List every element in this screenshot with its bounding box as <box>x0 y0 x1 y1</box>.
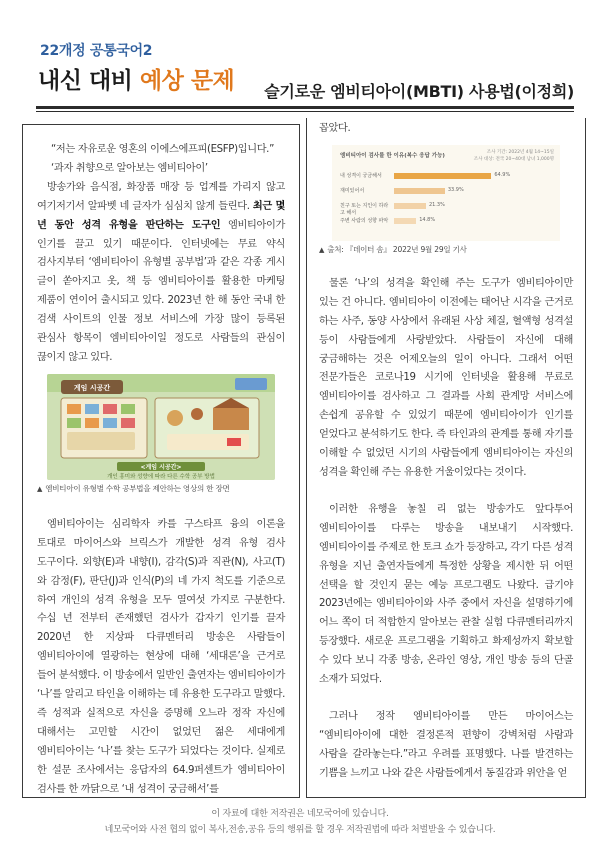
chart-caption-text: 출처: 『데이터 솜』 2022년 9월 29일 기사 <box>327 244 467 254</box>
chart-value-label: 21.3% <box>428 201 445 208</box>
chart-value-label: 33.9% <box>447 186 464 193</box>
photo-caption-text: 엠비티아이 유형별 수학 공부법을 제안하는 영상의 한 장면 <box>45 483 230 493</box>
paragraph-intro-b: 엠비티아이가 인기를 끌고 있기 때문이다. 인터넷에는 무료 약식 검사지부터 ‘엠비티아이 유형별 공부법’과 같은 각종 게시 글이 쏟아지고 옷, 책 등 엠비티아이를 활용한 마케팅 제품이 연이어 출시되고 있다. 2023년 한 해 동안 국내 한 검색 사이트의 인물 정보 서비스에 가장 많이 등록된 관심사 항목이 엠비티아이일 정도로 사람들의 관심이 끊이지 않고 있다. <box>37 219 285 363</box>
chart-value-label: 14.8% <box>419 216 436 223</box>
paragraph-mbti-definition: 엠비티아이는 심리학자 카를 구스타프 융의 이론을 토대로 마이어스와 브릭스가 개발한 성격 유형 검사 도구이다. 외향(E)과 내향(I), 감각(S)과 직관(N), 사고(T)와 감정(F), 판단(J)과 인식(P)의 네 가지 척도를 기준으로 하여 개인의 성격 유형을 모두 열여섯 가지로 구분한다. 수십 년 전부터 존재했던 검사가 갑자기 인기를 끌자 2020년 한 지상파 다큐멘터리 방송은 사람들이 엠비티아이에 열광하는 현상에 대해 ‘세대론’을 근거로 들어 분석했다. 이 방송에서 일반인 출연자는 엠비티아이가 ‘나’를 알리고 타인을 이해하는 데 유용한 도구라고 말했다. 즉 성적과 실적으로 자신을 증명해 오느라 정작 자신에 대해서는 고민할 시간이 없었던 젊은 세대에게 엠비티아이는 ‘나’를 찾는 도구가 되었다는 것이다. 실제로 한 설문 조사에서는 응답자의 64.9퍼센트가 엠비티아이 검사를 한 까닭으로 ‘내 성격이 궁금해서’를 <box>37 518 286 795</box>
chart-bar <box>394 203 426 209</box>
copyright-line-2: 네모국어와 사전 협의 없이 복사,전송,공유 등의 행위를 할 경우 저작권법에 따라 처벌받을 수 있습니다. <box>104 825 496 835</box>
paragraph-continued: 꼽았다. <box>319 123 351 134</box>
mbti-study-video-image <box>47 374 275 480</box>
paragraph-myers-concern: 그러나 정작 엠비티아이를 만든 마이어스는 “엠비티아이에 대한 결정론적 편향이 강벽처럼 사람과 사람을 갈라놓는다.”라고 우려를 표명했다. 나를 발견하는 기쁨을 느끼고 나와 같은 사람들에게서 동질감과 위안을 얻 <box>319 710 573 779</box>
photo-banner: 개인 흥미와 성향에 따라 다른 수학 공부 방법 <box>107 473 215 480</box>
copyright-line-1: 이 자료에 대한 저작권은 네모국어에 있습니다. <box>211 809 389 819</box>
chart-category-label: 주변 사람의 성향 파악 <box>340 217 389 224</box>
caption-triangle-icon: ▲ <box>37 484 43 493</box>
mbti-reason-chart <box>332 145 560 241</box>
chart-category-label: 재미있어서 <box>340 187 365 194</box>
chart-bar <box>394 218 416 224</box>
course-subtitle: 22개정 공통국어2 <box>40 43 153 59</box>
paragraph-intro-a: 방송가와 음식점, 화장품 매장 등 업계를 가리지 않고 여기저기서 알파벳 네 글자가 심심치 않게 들린다. <box>37 181 285 212</box>
photo-subtitle: <게임 시공간> <box>140 463 182 471</box>
quote-snack: ‘과자 취향으로 알아보는 엠비티아이’ <box>51 162 208 174</box>
header-divider-thin <box>36 111 574 112</box>
game-scene-illustration <box>47 374 275 480</box>
paragraph-broadcast: 이러한 유행을 놓칠 리 없는 방송가도 앞다투어 엠비티아이를 다루는 방송을 내보내기 시작했다. 엠비티아이를 주제로 한 토크 쇼가 등장하고, 각기 다른 성격 유형을 지닌 출연자들에게 특정한 상황을 제시한 뒤 어떤 선택을 할 것인지 묻는 예능 프로그램도 나왔다. 급기야 2023년에는 엠비티아이와 사주 중에서 자신을 설명하기에 어느 쪽이 더 적합한지 알아보는 관찰 실험 다큐멘터리까지 등장했다. 새로운 프로그램을 기획하고 화제성까지 확보할 수 있다 보니 각종 방송, 온라인 영상, 개인 방송 등의 단골 소재가 되었다. <box>319 503 573 686</box>
page-title-part2: 예상 문제 <box>139 68 235 94</box>
chart-value-label: 64.9% <box>494 171 511 178</box>
paragraph-intro-highlight: 최근 몇 년 동안 성격 유형을 판단하는 도구인 <box>37 200 285 231</box>
left-column <box>22 124 300 798</box>
photo-title: 게임 시공간 <box>73 383 111 392</box>
page-title-part1: 내신 대비 <box>38 68 140 94</box>
page-title <box>38 62 234 95</box>
chart-title: 엠비티아이 검사를 한 이유(복수 응답 가능) <box>340 152 445 159</box>
chart-note-period: 조사 기간: 2022년 4월 14~15일 <box>486 149 554 155</box>
copyright-footer <box>0 806 600 838</box>
chart-note-sample: 조사 대상: 전국 20~40대 남녀 1,000명 <box>473 156 554 162</box>
chart-caption <box>319 244 573 255</box>
chart-category-label: 친구 또는 지인이 하라고 해서 <box>340 202 389 216</box>
article-title: 슬기로운 엠비티아이(MBTI) 사용법(이정희) <box>264 82 574 101</box>
chart-category-label: 내 성격이 궁금해서 <box>340 172 382 179</box>
header-divider <box>36 106 574 109</box>
right-column <box>306 118 586 798</box>
caption-triangle-icon: ▲ <box>319 245 325 254</box>
paragraph-intro <box>37 179 285 368</box>
chart-bar <box>394 188 445 194</box>
chart-bar <box>394 173 491 179</box>
paragraph-other-tools: 물론 ‘나’의 성격을 확인해 주는 도구가 엠비티아이만 있는 건 아니다. 엠비티아이 이전에는 태어난 시각을 근거로 하는 사주, 동양 사상에서 유래된 사상 체질, 혈액형 성격설 등이 사람들에게 사랑받았다. 사람들이 자신에 대해 궁금해하는 것은 어제오늘의 일이 아니다. 그래서 어떤 전문가들은 코로나19 시기에 인터넷을 활용해 무료로 엠비티아이를 검사하고 그 결과를 사회 관계망 서비스에 손쉽게 공유할 수 있었기 때문에 엠비티아이가 인기를 얻었다고 분석하기도 한다. 즉 타인과의 관계를 통해 자기를 이해할 수 없었던 시기의 사람들에게 엠비티아이는 자신의 성격을 확인해 주는 유용한 거울이었다는 것이다. <box>319 277 573 478</box>
photo-caption <box>37 483 285 494</box>
page-header <box>0 0 600 112</box>
quote-esfp: “저는 자유로운 영혼의 이에스에프피(ESFP)입니다.” <box>51 144 275 155</box>
